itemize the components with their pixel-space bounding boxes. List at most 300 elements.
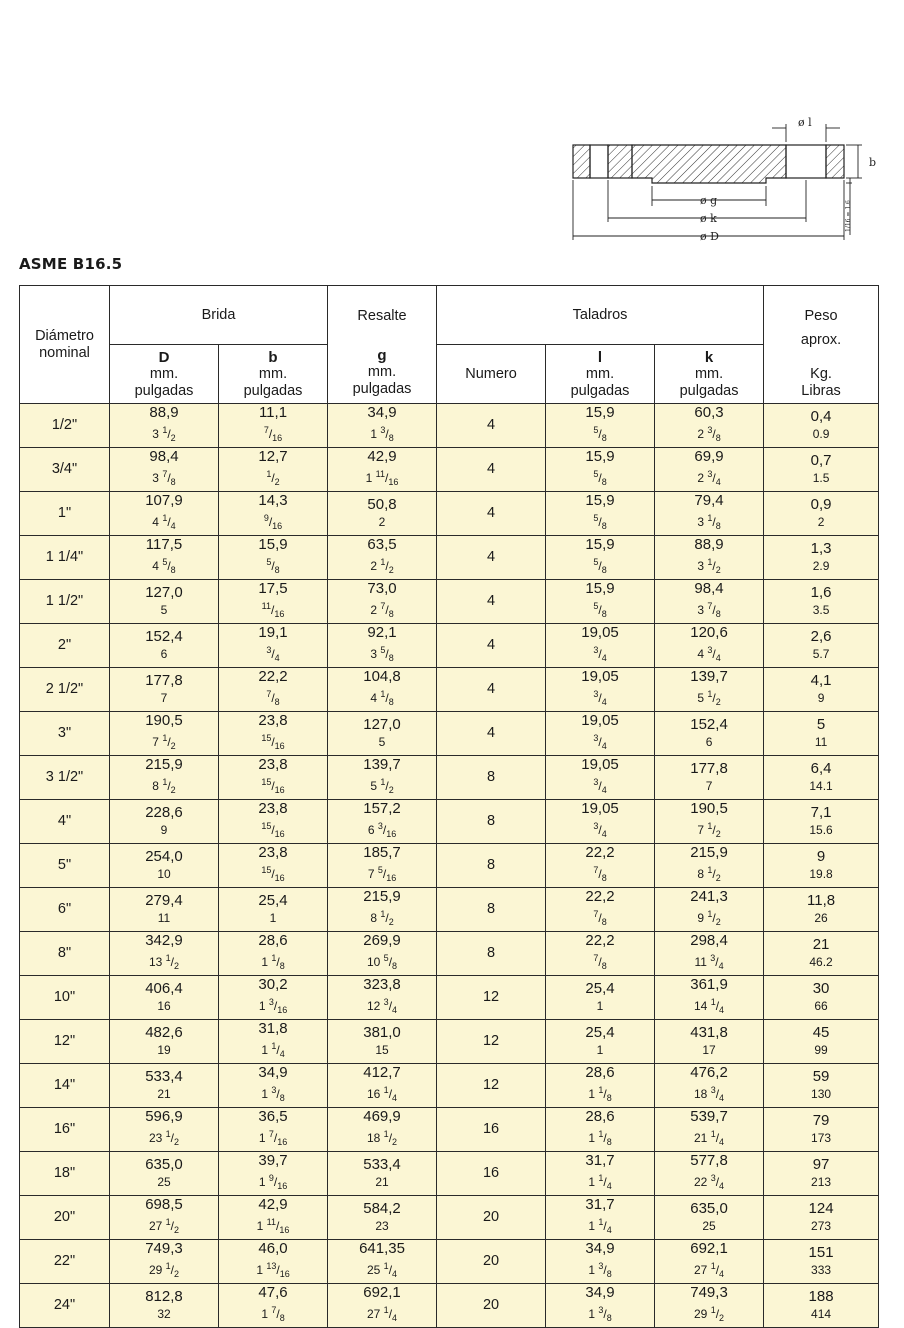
cell-primary-value: 533,4 bbox=[363, 1156, 401, 1173]
cell-l bbox=[546, 536, 655, 580]
cell-primary-value: 298,4 bbox=[690, 932, 728, 949]
cell-primary-value: 0,4 bbox=[810, 408, 832, 425]
cell-primary-value: 15,9 bbox=[585, 404, 615, 421]
table-row bbox=[20, 1020, 879, 1064]
cell-primary-value: 190,5 bbox=[690, 800, 728, 817]
cell-primary-value: 15,9 bbox=[585, 492, 615, 509]
cell-primary-value: 34,9 bbox=[585, 1240, 615, 1257]
cell-secondary-value: 12 $^3/_4$ bbox=[366, 997, 398, 1015]
cell-nominal: 8" bbox=[20, 932, 110, 976]
cell-k bbox=[655, 800, 764, 844]
diagram-label-g: ø g bbox=[700, 194, 718, 207]
cell-primary-value: 36,5 bbox=[258, 1108, 288, 1125]
cell-secondary-value: 1 bbox=[269, 911, 277, 925]
cell-primary-value: 269,9 bbox=[363, 932, 401, 949]
cell-k bbox=[655, 1108, 764, 1152]
cell-secondary-value: 7 $^1/_2$ bbox=[697, 821, 721, 839]
cell-primary-value: 361,9 bbox=[690, 976, 728, 993]
header-brida: Brida bbox=[110, 286, 328, 345]
cell-primary-value: 5 bbox=[816, 716, 826, 733]
cell-g bbox=[328, 492, 437, 536]
cell-secondary-value: 4 $^5/_8$ bbox=[152, 557, 176, 575]
cell-numero: 12 bbox=[437, 1064, 546, 1108]
cell-secondary-value: $^3/_4$ bbox=[266, 645, 280, 663]
cell-g bbox=[328, 888, 437, 932]
diagram-label-k: ø k bbox=[700, 212, 717, 225]
cell-numero: 12 bbox=[437, 976, 546, 1020]
cell-kg bbox=[764, 580, 879, 624]
cell-secondary-value: 6 $^3/_{16}$ bbox=[367, 821, 397, 839]
cell-secondary-value: 1 $^3/_8$ bbox=[261, 1085, 285, 1103]
cell-nominal: 3 1/2" bbox=[20, 756, 110, 800]
cell-kg bbox=[764, 712, 879, 756]
header-taladros: Taladros bbox=[437, 286, 764, 345]
cell-k bbox=[655, 976, 764, 1020]
cell-primary-value: 15,9 bbox=[585, 448, 615, 465]
cell-primary-value: 596,9 bbox=[145, 1108, 183, 1125]
header-numero: Numero bbox=[437, 345, 546, 404]
cell-numero: 4 bbox=[437, 624, 546, 668]
cell-primary-value: 9 bbox=[816, 848, 826, 865]
cell-primary-value: 25,4 bbox=[585, 980, 615, 997]
cell-secondary-value: 1 $^{13}/_{16}$ bbox=[256, 1261, 290, 1279]
cell-D bbox=[110, 1020, 219, 1064]
table-row bbox=[20, 888, 879, 932]
cell-secondary-value: 7 bbox=[705, 779, 713, 793]
cell-nominal: 2 1/2" bbox=[20, 668, 110, 712]
table-row bbox=[20, 932, 879, 976]
table-row bbox=[20, 756, 879, 800]
cell-secondary-value: 173 bbox=[811, 1131, 832, 1145]
cell-primary-value: 215,9 bbox=[690, 844, 728, 861]
cell-secondary-value: 29 $^1/_2$ bbox=[148, 1261, 180, 1279]
cell-primary-value: 19,05 bbox=[581, 800, 619, 817]
cell-primary-value: 15,9 bbox=[585, 536, 615, 553]
diagram-label-b: b bbox=[869, 156, 877, 169]
cell-primary-value: 228,6 bbox=[145, 804, 183, 821]
cell-secondary-value: 3 $^1/_2$ bbox=[152, 425, 176, 443]
cell-primary-value: 151 bbox=[808, 1244, 834, 1261]
cell-l bbox=[546, 1284, 655, 1328]
cell-g bbox=[328, 1284, 437, 1328]
cell-secondary-value: 19.8 bbox=[809, 867, 833, 881]
cell-primary-value: 641,35 bbox=[359, 1240, 405, 1257]
cell-primary-value: 412,7 bbox=[363, 1064, 401, 1081]
cell-secondary-value: 32 bbox=[157, 1307, 171, 1321]
cell-l bbox=[546, 1020, 655, 1064]
header-b: b mm. pulgadas bbox=[219, 345, 328, 404]
cell-k bbox=[655, 888, 764, 932]
header-resalte: Resalte g mm. pulgadas bbox=[328, 286, 437, 404]
cell-secondary-value: 1 $^1/_4$ bbox=[588, 1173, 612, 1191]
cell-primary-value: 23,8 bbox=[258, 800, 288, 817]
cell-g bbox=[328, 1064, 437, 1108]
cell-D bbox=[110, 976, 219, 1020]
cell-primary-value: 79,4 bbox=[694, 492, 724, 509]
cell-b bbox=[219, 1020, 328, 1064]
table-row bbox=[20, 1196, 879, 1240]
cell-secondary-value: $^3/_4$ bbox=[593, 777, 607, 795]
cell-primary-value: 22,2 bbox=[585, 888, 615, 905]
table-row bbox=[20, 1240, 879, 1284]
cell-primary-value: 28,6 bbox=[585, 1064, 615, 1081]
cell-secondary-value: 15 bbox=[375, 1043, 389, 1057]
cell-primary-value: 698,5 bbox=[145, 1196, 183, 1213]
cell-k bbox=[655, 1284, 764, 1328]
cell-secondary-value: 273 bbox=[811, 1219, 832, 1233]
cell-k bbox=[655, 932, 764, 976]
cell-primary-value: 635,0 bbox=[690, 1200, 728, 1217]
cell-secondary-value: 27 $^1/_2$ bbox=[148, 1217, 180, 1235]
cell-nominal: 1/2" bbox=[20, 404, 110, 448]
cell-secondary-value: 3 $^1/_8$ bbox=[697, 513, 721, 531]
standard-title: ASME B16.5 bbox=[19, 255, 123, 273]
cell-secondary-value: 414 bbox=[811, 1307, 832, 1321]
cell-g bbox=[328, 624, 437, 668]
cell-primary-value: 79 bbox=[812, 1112, 830, 1129]
cell-primary-value: 482,6 bbox=[145, 1024, 183, 1041]
cell-g bbox=[328, 756, 437, 800]
cell-secondary-value: 130 bbox=[811, 1087, 832, 1101]
cell-nominal: 1 1/4" bbox=[20, 536, 110, 580]
cell-secondary-value: 16 $^1/_4$ bbox=[366, 1085, 398, 1103]
cell-l bbox=[546, 492, 655, 536]
cell-secondary-value: $^3/_4$ bbox=[593, 645, 607, 663]
cell-secondary-value: 5 bbox=[160, 603, 168, 617]
cell-secondary-value: 3.5 bbox=[812, 603, 830, 617]
cell-primary-value: 88,9 bbox=[149, 404, 179, 421]
cell-secondary-value: 2 $^7/_8$ bbox=[370, 601, 394, 619]
cell-numero: 8 bbox=[437, 888, 546, 932]
cell-kg bbox=[764, 448, 879, 492]
cell-primary-value: 241,3 bbox=[690, 888, 728, 905]
cell-g bbox=[328, 844, 437, 888]
cell-secondary-value: 17 bbox=[702, 1043, 716, 1057]
cell-D bbox=[110, 932, 219, 976]
cell-primary-value: 69,9 bbox=[694, 448, 724, 465]
cell-kg bbox=[764, 668, 879, 712]
cell-secondary-value: 1 $^3/_8$ bbox=[370, 425, 394, 443]
cell-secondary-value: 2 $^3/_4$ bbox=[697, 469, 721, 487]
cell-numero: 20 bbox=[437, 1196, 546, 1240]
cell-secondary-value: 18 $^3/_4$ bbox=[694, 1085, 725, 1103]
cell-primary-value: 22,2 bbox=[585, 844, 615, 861]
cell-numero: 8 bbox=[437, 800, 546, 844]
cell-primary-value: 635,0 bbox=[145, 1156, 183, 1173]
cell-secondary-value: 5 $^1/_2$ bbox=[697, 689, 721, 707]
cell-primary-value: 19,1 bbox=[258, 624, 288, 641]
cell-primary-value: 692,1 bbox=[690, 1240, 728, 1257]
cell-g bbox=[328, 536, 437, 580]
cell-secondary-value: 333 bbox=[811, 1263, 832, 1277]
cell-nominal: 14" bbox=[20, 1064, 110, 1108]
cell-D bbox=[110, 1284, 219, 1328]
cell-l bbox=[546, 668, 655, 712]
cell-primary-value: 692,1 bbox=[363, 1284, 401, 1301]
cell-D bbox=[110, 1108, 219, 1152]
cell-primary-value: 22,2 bbox=[585, 932, 615, 949]
cell-primary-value: 107,9 bbox=[145, 492, 183, 509]
cell-D bbox=[110, 404, 219, 448]
cell-secondary-value: 1 bbox=[596, 999, 604, 1013]
cell-numero: 4 bbox=[437, 492, 546, 536]
cell-secondary-value: 1 bbox=[596, 1043, 604, 1057]
cell-secondary-value: $^7/_8$ bbox=[266, 689, 280, 707]
cell-primary-value: 117,5 bbox=[145, 536, 183, 553]
cell-primary-value: 0,7 bbox=[810, 452, 832, 469]
cell-primary-value: 6,4 bbox=[810, 760, 832, 777]
cell-secondary-value: 99 bbox=[814, 1043, 828, 1057]
cell-nominal: 18" bbox=[20, 1152, 110, 1196]
table-row bbox=[20, 800, 879, 844]
cell-numero: 20 bbox=[437, 1240, 546, 1284]
cell-secondary-value: 25 bbox=[157, 1175, 171, 1189]
cell-primary-value: 25,4 bbox=[258, 892, 288, 909]
cell-D bbox=[110, 448, 219, 492]
cell-secondary-value: $^5/_8$ bbox=[593, 469, 607, 487]
cell-b bbox=[219, 1284, 328, 1328]
cell-primary-value: 215,9 bbox=[363, 888, 401, 905]
cell-b bbox=[219, 1196, 328, 1240]
cell-primary-value: 1,6 bbox=[810, 584, 832, 601]
cell-secondary-value: 27 $^1/_4$ bbox=[366, 1305, 398, 1323]
cell-numero: 12 bbox=[437, 1020, 546, 1064]
table-row bbox=[20, 448, 879, 492]
cell-kg bbox=[764, 1020, 879, 1064]
cell-secondary-value: 2.9 bbox=[812, 559, 830, 573]
cell-primary-value: 19,05 bbox=[581, 712, 619, 729]
cell-k bbox=[655, 1196, 764, 1240]
cell-b bbox=[219, 888, 328, 932]
cell-b bbox=[219, 800, 328, 844]
cell-kg bbox=[764, 1064, 879, 1108]
cell-g bbox=[328, 1196, 437, 1240]
cell-secondary-value: 25 bbox=[702, 1219, 716, 1233]
header-k: k mm. pulgadas bbox=[655, 345, 764, 404]
cell-secondary-value: 1 $^1/_4$ bbox=[261, 1041, 285, 1059]
cell-secondary-value: 14.1 bbox=[809, 779, 833, 793]
cell-secondary-value: $^7/_8$ bbox=[593, 909, 607, 927]
cell-primary-value: 177,8 bbox=[145, 672, 183, 689]
cell-primary-value: 39,7 bbox=[258, 1152, 288, 1169]
cell-g bbox=[328, 668, 437, 712]
cell-D bbox=[110, 580, 219, 624]
cell-k bbox=[655, 1240, 764, 1284]
cell-secondary-value: 29 $^1/_2$ bbox=[694, 1305, 725, 1323]
cell-l bbox=[546, 1196, 655, 1240]
cell-primary-value: 22,2 bbox=[258, 668, 288, 685]
cell-primary-value: 152,4 bbox=[145, 628, 183, 645]
cell-secondary-value: $^{15}/_{16}$ bbox=[261, 777, 285, 795]
cell-secondary-value: 13 $^1/_2$ bbox=[148, 953, 180, 971]
cell-b bbox=[219, 756, 328, 800]
cell-primary-value: 19,05 bbox=[581, 624, 619, 641]
cell-primary-value: 63,5 bbox=[367, 536, 397, 553]
cell-l bbox=[546, 1108, 655, 1152]
cell-secondary-value: $^{15}/_{16}$ bbox=[261, 865, 285, 883]
cell-secondary-value: 6 bbox=[705, 735, 713, 749]
cell-secondary-value: $^7/_{16}$ bbox=[263, 425, 283, 443]
cell-k bbox=[655, 448, 764, 492]
cell-primary-value: 23,8 bbox=[258, 712, 288, 729]
cell-primary-value: 50,8 bbox=[367, 496, 397, 513]
cell-secondary-value: 15.6 bbox=[809, 823, 833, 837]
cell-secondary-value: 26 bbox=[814, 911, 828, 925]
cell-kg bbox=[764, 536, 879, 580]
cell-secondary-value: 23 bbox=[375, 1219, 389, 1233]
cell-k bbox=[655, 756, 764, 800]
cell-k bbox=[655, 1020, 764, 1064]
cell-l bbox=[546, 888, 655, 932]
diagram-label-side: 1/16 = 1.6 bbox=[845, 200, 852, 232]
cell-primary-value: 188 bbox=[808, 1288, 834, 1305]
cell-D bbox=[110, 800, 219, 844]
cell-primary-value: 23,8 bbox=[258, 756, 288, 773]
cell-primary-value: 342,9 bbox=[145, 932, 183, 949]
cell-secondary-value: 4 $^1/_8$ bbox=[370, 689, 394, 707]
cell-D bbox=[110, 844, 219, 888]
cell-primary-value: 577,8 bbox=[690, 1152, 728, 1169]
cell-l bbox=[546, 624, 655, 668]
cell-secondary-value: 1 $^1/_8$ bbox=[261, 953, 285, 971]
cell-secondary-value: 1 $^1/_4$ bbox=[588, 1217, 612, 1235]
cell-primary-value: 215,9 bbox=[145, 756, 183, 773]
cell-l bbox=[546, 932, 655, 976]
cell-secondary-value: 7 $^5/_{16}$ bbox=[367, 865, 397, 883]
cell-primary-value: 0,9 bbox=[810, 496, 832, 513]
cell-primary-value: 31,7 bbox=[585, 1196, 615, 1213]
cell-primary-value: 2,6 bbox=[810, 628, 832, 645]
cell-k bbox=[655, 404, 764, 448]
cell-b bbox=[219, 1108, 328, 1152]
cell-l bbox=[546, 712, 655, 756]
cell-nominal: 12" bbox=[20, 1020, 110, 1064]
cell-primary-value: 11,8 bbox=[807, 892, 836, 909]
cell-secondary-value: 19 bbox=[157, 1043, 171, 1057]
cell-kg bbox=[764, 492, 879, 536]
cell-nominal: 16" bbox=[20, 1108, 110, 1152]
header-diametro: Diámetro nominal bbox=[20, 286, 110, 404]
cell-numero: 4 bbox=[437, 448, 546, 492]
cell-numero: 4 bbox=[437, 580, 546, 624]
cell-primary-value: 60,3 bbox=[694, 404, 724, 421]
cell-numero: 4 bbox=[437, 712, 546, 756]
cell-nominal: 6" bbox=[20, 888, 110, 932]
cell-primary-value: 59 bbox=[812, 1068, 830, 1085]
cell-primary-value: 31,7 bbox=[585, 1152, 615, 1169]
cell-D bbox=[110, 1196, 219, 1240]
cell-primary-value: 4,1 bbox=[810, 672, 832, 689]
cell-numero: 8 bbox=[437, 756, 546, 800]
cell-secondary-value: $^5/_8$ bbox=[266, 557, 280, 575]
cell-secondary-value: 2 bbox=[817, 515, 825, 529]
header-D: D mm. pulgadas bbox=[110, 345, 219, 404]
cell-primary-value: 11,1 bbox=[258, 404, 288, 421]
cell-secondary-value: $^5/_8$ bbox=[593, 425, 607, 443]
cell-g bbox=[328, 1152, 437, 1196]
cell-g bbox=[328, 1108, 437, 1152]
cell-primary-value: 190,5 bbox=[145, 712, 183, 729]
cell-secondary-value: 14 $^1/_4$ bbox=[694, 997, 725, 1015]
cell-primary-value: 749,3 bbox=[690, 1284, 728, 1301]
cell-b bbox=[219, 1152, 328, 1196]
diagram-label-l: ø l bbox=[798, 116, 812, 129]
cell-secondary-value: 9 $^1/_2$ bbox=[697, 909, 721, 927]
cell-primary-value: 476,2 bbox=[690, 1064, 728, 1081]
cell-secondary-value: $^5/_8$ bbox=[593, 513, 607, 531]
cell-D bbox=[110, 492, 219, 536]
table-row bbox=[20, 712, 879, 756]
cell-numero: 20 bbox=[437, 1284, 546, 1328]
cell-primary-value: 34,9 bbox=[258, 1064, 288, 1081]
cell-numero: 16 bbox=[437, 1108, 546, 1152]
cell-nominal: 1" bbox=[20, 492, 110, 536]
cell-numero: 8 bbox=[437, 932, 546, 976]
cell-secondary-value: $^{11}/_{16}$ bbox=[261, 601, 285, 619]
cell-l bbox=[546, 976, 655, 1020]
cell-primary-value: 25,4 bbox=[585, 1024, 615, 1041]
cell-nominal: 22" bbox=[20, 1240, 110, 1284]
diagram-label-D: ø D bbox=[700, 230, 719, 243]
cell-b bbox=[219, 668, 328, 712]
cell-primary-value: 120,6 bbox=[690, 624, 728, 641]
cell-primary-value: 139,7 bbox=[363, 756, 401, 773]
cell-primary-value: 539,7 bbox=[690, 1108, 728, 1125]
cell-b bbox=[219, 624, 328, 668]
cell-l bbox=[546, 1152, 655, 1196]
cell-secondary-value: $^{15}/_{16}$ bbox=[261, 733, 285, 751]
cell-kg bbox=[764, 1240, 879, 1284]
cell-nominal: 4" bbox=[20, 800, 110, 844]
cell-g bbox=[328, 404, 437, 448]
cell-kg bbox=[764, 888, 879, 932]
cell-primary-value: 28,6 bbox=[585, 1108, 615, 1125]
cell-primary-value: 34,9 bbox=[585, 1284, 615, 1301]
cell-primary-value: 533,4 bbox=[145, 1068, 183, 1085]
table-row bbox=[20, 580, 879, 624]
cell-primary-value: 381,0 bbox=[363, 1024, 401, 1041]
cell-primary-value: 15,9 bbox=[585, 580, 615, 597]
table-row bbox=[20, 536, 879, 580]
cell-secondary-value: 23 $^1/_2$ bbox=[148, 1129, 180, 1147]
table-row bbox=[20, 1064, 879, 1108]
cell-secondary-value: $^7/_8$ bbox=[593, 865, 607, 883]
cell-secondary-value: 5.7 bbox=[812, 647, 830, 661]
cell-secondary-value: 1 $^1/_8$ bbox=[588, 1129, 612, 1147]
cell-primary-value: 17,5 bbox=[258, 580, 288, 597]
cell-b bbox=[219, 404, 328, 448]
cell-secondary-value: $^5/_8$ bbox=[593, 557, 607, 575]
cell-l bbox=[546, 1064, 655, 1108]
cell-kg bbox=[764, 800, 879, 844]
cell-primary-value: 42,9 bbox=[258, 1196, 288, 1213]
cell-secondary-value: 8 $^1/_2$ bbox=[152, 777, 176, 795]
cell-primary-value: 21 bbox=[812, 936, 830, 953]
cell-kg bbox=[764, 624, 879, 668]
cell-k bbox=[655, 624, 764, 668]
cell-b bbox=[219, 712, 328, 756]
table-row bbox=[20, 844, 879, 888]
flange-section bbox=[573, 145, 844, 183]
cell-secondary-value: 1 $^7/_{16}$ bbox=[258, 1129, 288, 1147]
flange-dimensions-table bbox=[19, 285, 879, 1328]
cell-D bbox=[110, 668, 219, 712]
cell-D bbox=[110, 756, 219, 800]
cell-primary-value: 19,05 bbox=[581, 756, 619, 773]
cell-secondary-value: 7 $^1/_2$ bbox=[152, 733, 176, 751]
cell-l bbox=[546, 800, 655, 844]
cell-primary-value: 42,9 bbox=[367, 448, 397, 465]
